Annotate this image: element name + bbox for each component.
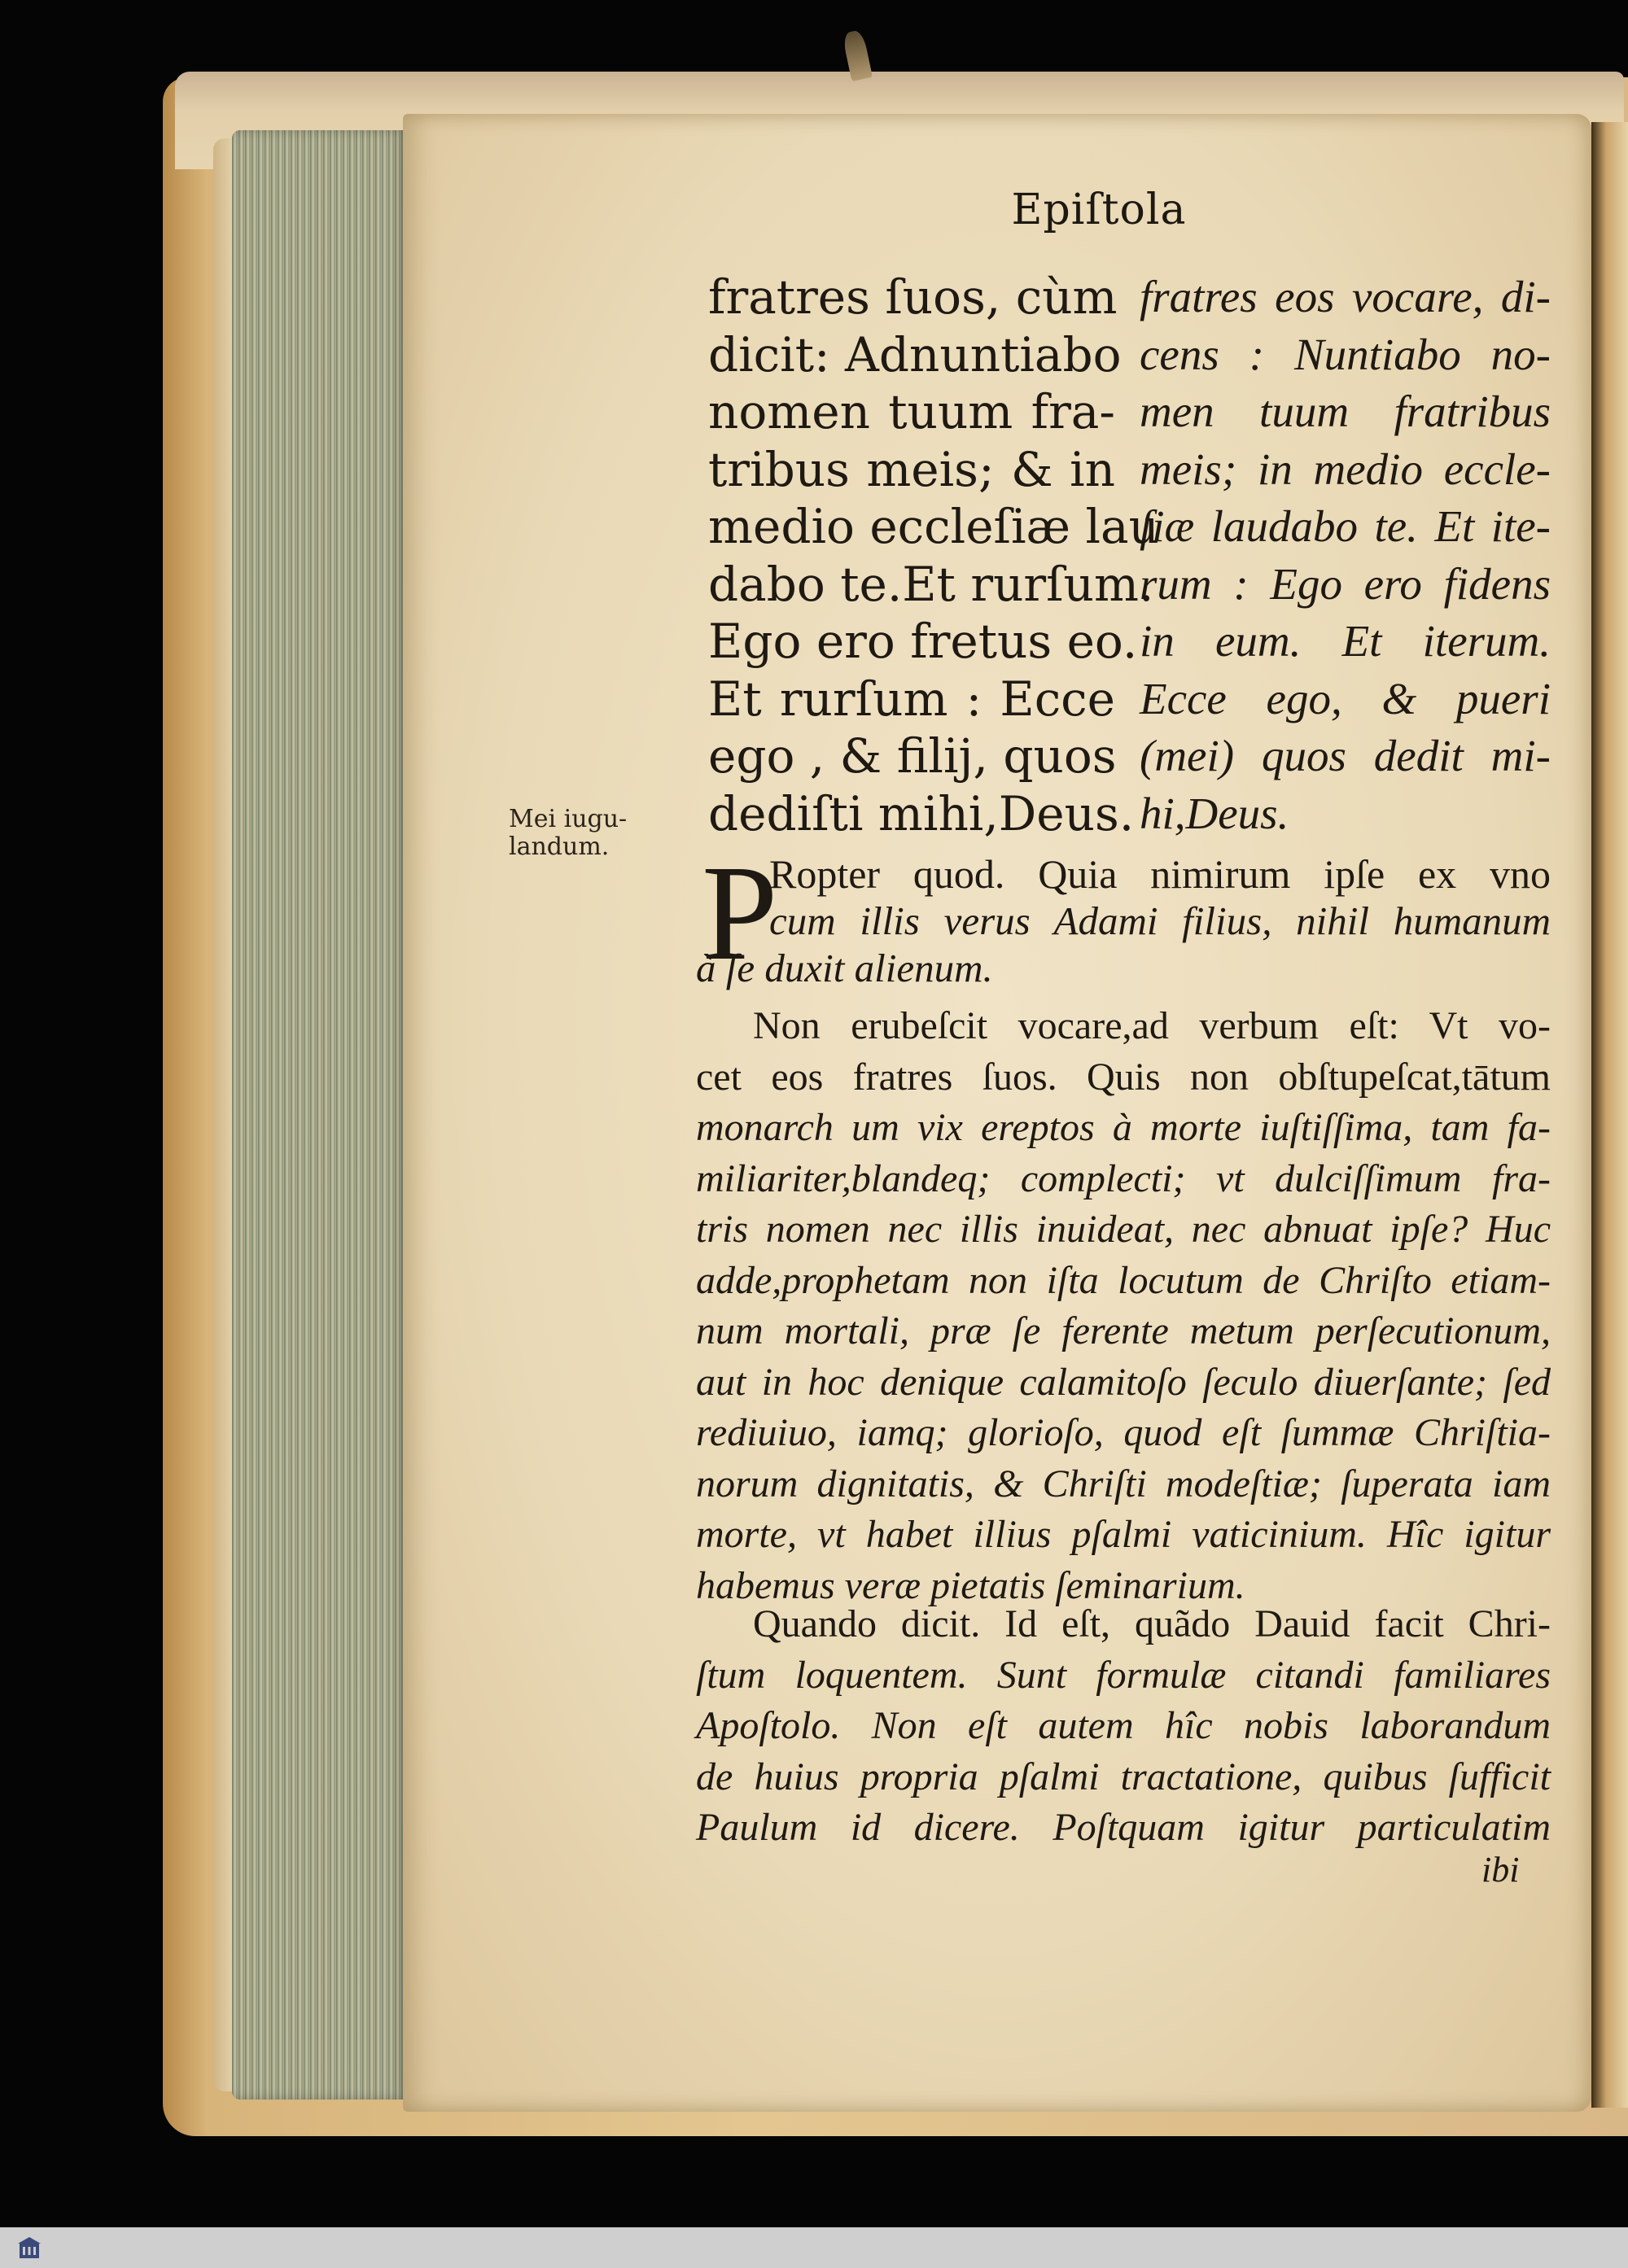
paragraph-line: de huius propria pſalmi tractatione, quibus ſufficit (696, 1755, 1551, 1798)
paragraph-line: Apoſtolo. Non eſt autem hîc nobis laborandum (696, 1704, 1551, 1747)
right-column-line: meis; in medio eccle- (1140, 444, 1551, 494)
latin-column-left (708, 269, 1159, 842)
paragraph-line: Paulum id dicere. Poſtquam igitur particulatim (696, 1806, 1551, 1849)
drop-capital: P (702, 837, 778, 989)
right-column-line: ſiæ laudabo te. Et ite- (1140, 501, 1551, 551)
paragraph-line: aut in hoc denique calamitoſo ſeculo diuerſante; ſed (696, 1360, 1551, 1404)
right-column-line: hi,Deus. (1140, 788, 1289, 838)
commentary-paragraph-2 (696, 1001, 1551, 1611)
right-column-line: rum : Ego ero fidens (1140, 558, 1551, 609)
margin-note-line: Mei iugu- (509, 805, 628, 833)
paragraph-line: miliariter,blandeq; complecti; vt dulciſſimum fra- (696, 1156, 1551, 1200)
paragraph-line: à ſe duxit alienum. (696, 946, 993, 990)
paragraph-line: Non erubeſcit vocare,ad verbum eſt: Vt vo- (753, 1004, 1551, 1047)
paragraph-line: num mortali, præ ſe ferente metum perſecutionum, (696, 1309, 1551, 1352)
page-block-edges (232, 130, 407, 2100)
catchword: ibi (1481, 1850, 1520, 1890)
paragraph-line: monarch um vix ereptos à morte iuſtiſſima, tam fa- (696, 1106, 1551, 1149)
margin-note (509, 806, 655, 861)
left-column-line: dicit: Adnuntiabo (708, 326, 1122, 382)
library-logo-icon (15, 2234, 44, 2263)
paragraph-line: norum dignitatis, & Chriſti modeſtiæ; ſuperata iam (696, 1462, 1551, 1505)
right-column-line: fratres eos vocare, di- (1140, 272, 1551, 321)
left-column-line: tribus meis; & in (708, 441, 1115, 497)
left-column-line: Et rurſum : Ecce (708, 671, 1115, 727)
paragraph-line: ſtum loquentem. Sunt formulæ citandi familiares (696, 1653, 1551, 1697)
right-column-line: Ecce ego, & pueri (1140, 673, 1551, 723)
paragraph-line: Quando dicit. Id eſt, quãdo Dauid facit Chri- (753, 1602, 1551, 1645)
right-column-line: (mei) quos dedit mi- (1140, 731, 1551, 780)
commentary-paragraph-1 (696, 837, 1551, 992)
right-column-line: in eum. Et iterum. (1140, 616, 1551, 666)
left-column-line: ego , & filij, quos (708, 728, 1117, 784)
facing-page-edge (1591, 122, 1628, 2108)
left-column-line: dabo te.Et rurſum. (708, 556, 1154, 612)
right-column-line: men tuum fratribus (1140, 387, 1551, 436)
right-column-line: cens : Nuntiabo no- (1140, 329, 1551, 379)
paragraph-line: cum illis verus Adami filius, nihil humanum (769, 898, 1551, 943)
paragraph-line: habemus veræ pietatis ſeminarium. (696, 1563, 1245, 1607)
paragraph-line: Ropter quod. Quia nimirum ipſe ex vno (769, 851, 1551, 897)
viewer-bottom-bar (0, 2227, 1628, 2268)
paragraph-line: adde,prophetam non iſta locutum de Chriſto etiam- (696, 1258, 1551, 1302)
running-header: Epiſtola (1011, 186, 1187, 234)
paragraph-line: cet eos fratres ſuos. Quis non obſtupeſcat,tātum (696, 1055, 1551, 1099)
margin-note-line: landum. (509, 832, 610, 861)
latin-column-right (1140, 269, 1551, 842)
left-column-line: Ego ero fretus eo. (708, 614, 1138, 669)
left-column-line: fratres ſuos, cùm (708, 269, 1118, 325)
left-column-line: medio eccleſiæ lau (708, 499, 1159, 554)
left-column-line: nomen tuum fra- (708, 384, 1115, 439)
commentary-paragraph-3 (696, 1599, 1551, 1854)
left-column-line: dediſti mihi,Deus. (708, 785, 1135, 841)
paragraph-line: tris nomen nec illis inuideat, nec abnuat ipſe? Huc (696, 1208, 1551, 1251)
paragraph-line: morte, vt habet illius pſalmi vaticinium. Hîc igitur (696, 1513, 1551, 1556)
paragraph-line: rediuiuo, iamq; glorioſo, quod eſt ſummæ Chriſtia- (696, 1411, 1551, 1454)
